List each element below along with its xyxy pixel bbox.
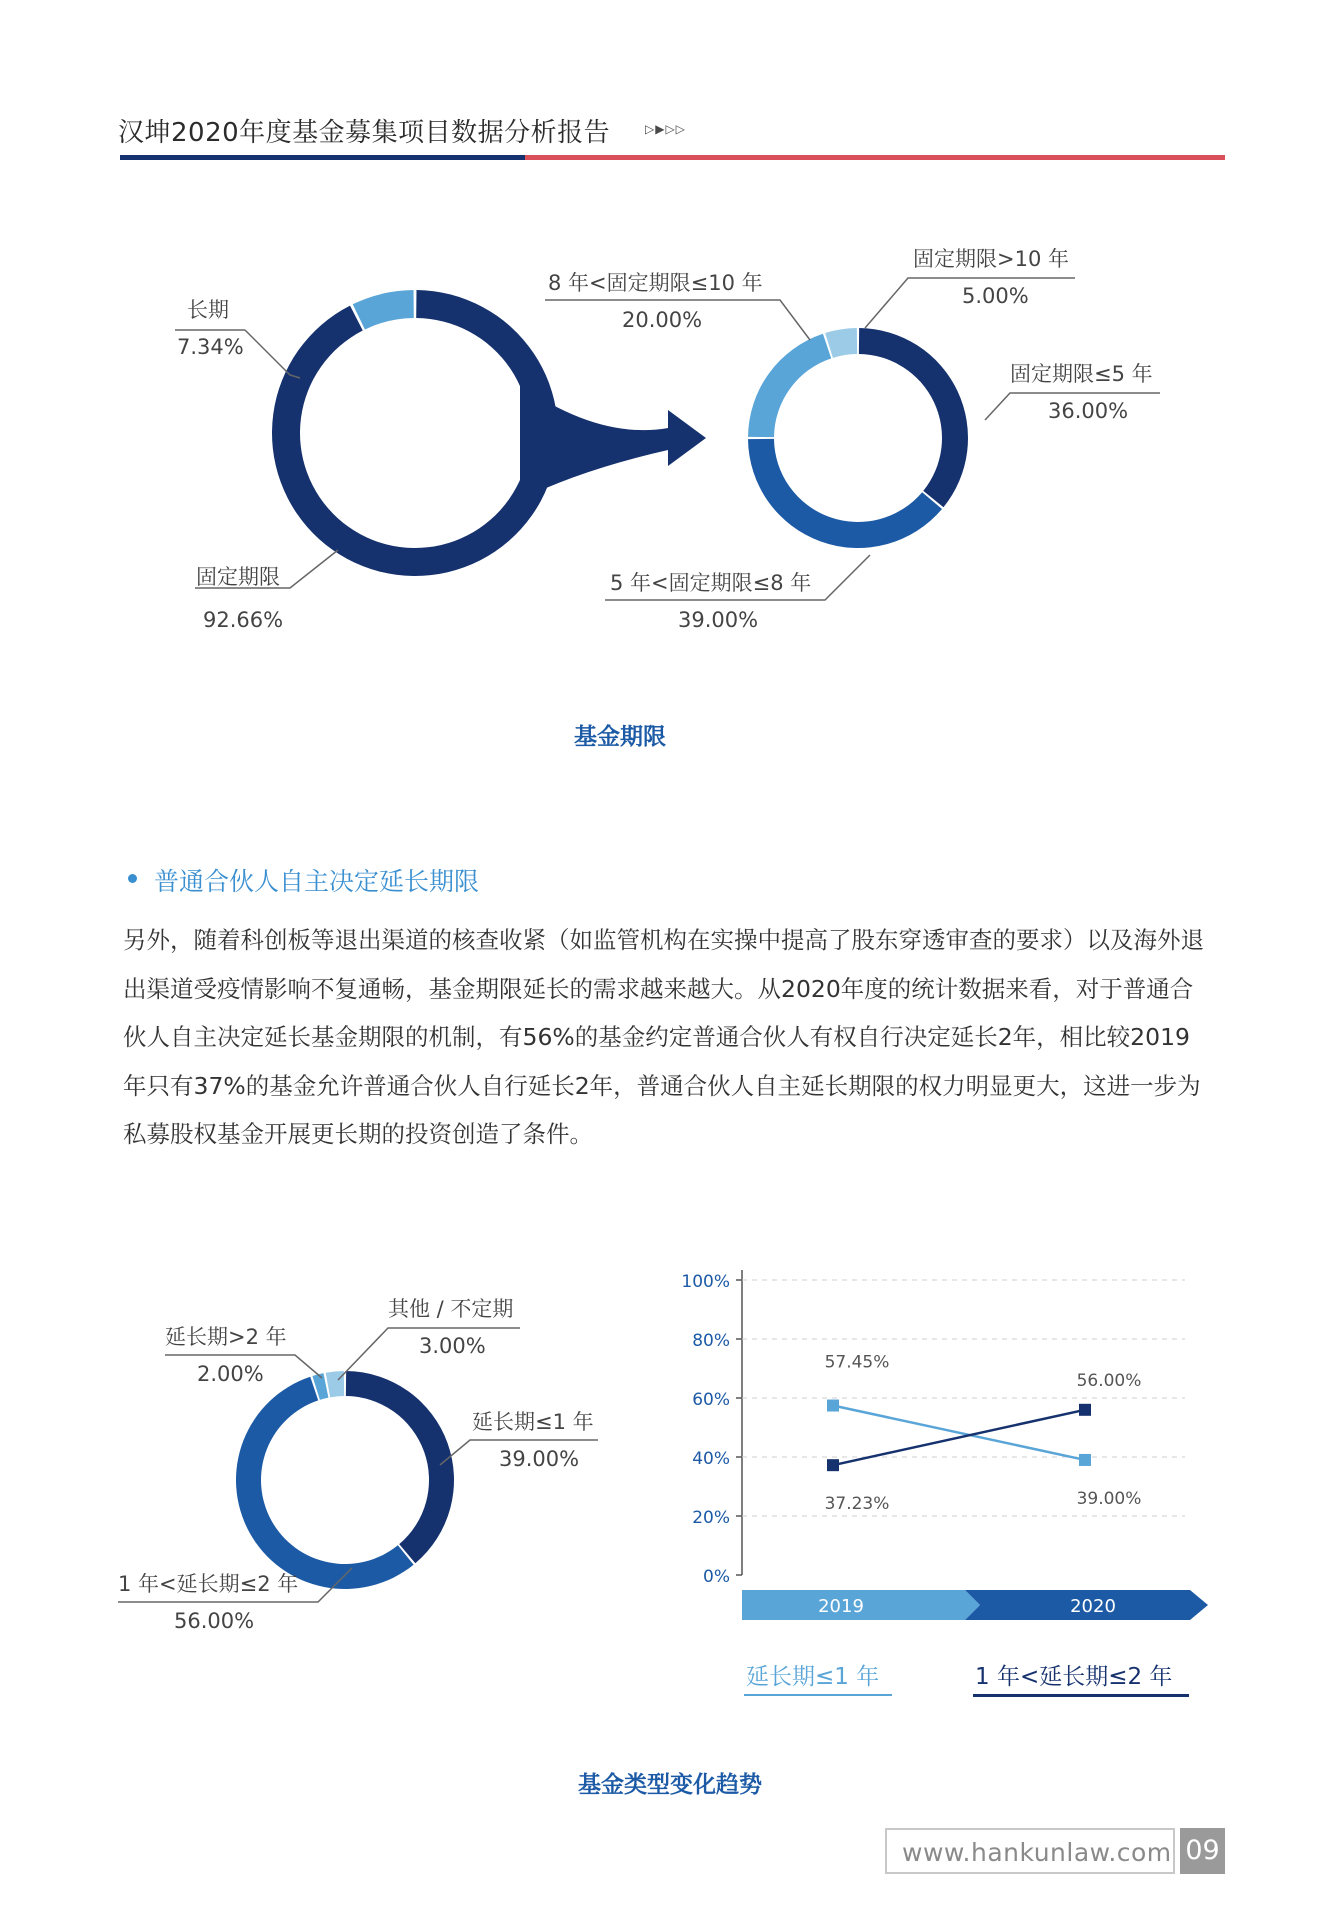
data-label: 39.00% [1076, 1488, 1142, 1509]
legend-series-1-2: 1 年<延长期≤2 年 [975, 1664, 1173, 1690]
data-point [827, 1400, 839, 1412]
data-point [1079, 1454, 1091, 1466]
y-tick-label: 60% [692, 1390, 730, 1410]
legend-series-le1: 延长期≤1 年 [746, 1664, 880, 1690]
donut-slice-2 [353, 290, 414, 329]
value-other: 3.00% [419, 1334, 486, 1358]
donut-slice-1 [272, 290, 558, 576]
legend-underline-1-2 [973, 1694, 1189, 1697]
donut-slice-4 [326, 1371, 344, 1397]
label-1-2: 1 年<延长期≤2 年 [118, 1572, 299, 1596]
value-5-8: 39.00% [678, 608, 759, 632]
value-le1: 39.00% [499, 1447, 580, 1471]
caption-fund-type-trend: 基金类型变化趋势 [578, 1772, 762, 1798]
footer-url[interactable]: www.hankunlaw.com [902, 1838, 1172, 1867]
label-long-term: 长期 [187, 298, 229, 322]
label-other: 其他 / 不定期 [388, 1297, 514, 1321]
donut-slice-1 [346, 1371, 454, 1563]
extension-period-donut [236, 1371, 454, 1589]
y-tick-label: 40% [692, 1449, 730, 1469]
donut-slice-2 [748, 439, 942, 548]
donut-slice-3 [748, 334, 831, 437]
value-gt10: 5.00% [962, 284, 1029, 308]
value-long-term: 7.34% [177, 335, 244, 359]
trend-line-chart [681, 1270, 1208, 1620]
value-8-10: 20.00% [622, 308, 703, 332]
value-le5: 36.00% [1048, 399, 1129, 423]
y-tick-label: 0% [703, 1567, 730, 1587]
donut-slice-1 [859, 328, 968, 507]
page-number: 09 [1180, 1828, 1225, 1874]
label-le5: 固定期限≤5 年 [1010, 362, 1153, 386]
x-tick-label: 2020 [1070, 1596, 1116, 1617]
y-tick-label: 80% [692, 1331, 730, 1351]
label-5-8: 5 年<固定期限≤8 年 [610, 571, 812, 595]
value-fixed-term: 92.66% [203, 608, 284, 632]
series-line-2 [833, 1410, 1085, 1465]
data-label: 37.23% [824, 1494, 890, 1515]
section-heading: 普通合伙人自主决定延长期限 [154, 867, 480, 896]
value-gt2: 2.00% [197, 1362, 264, 1386]
label-gt2: 延长期>2 年 [165, 1325, 287, 1349]
data-label: 56.00% [1076, 1370, 1142, 1391]
donut-slice-4 [825, 328, 857, 358]
fund-term-charts [0, 0, 1338, 800]
label-fixed-term: 固定期限 [196, 565, 280, 589]
donut-slice-2 [236, 1377, 414, 1589]
report-title: 汉坤2020年度基金募集项目数据分析报告 [118, 118, 611, 148]
data-point [827, 1459, 839, 1471]
y-tick-label: 100% [681, 1272, 730, 1292]
label-8-10: 8 年<固定期限≤10 年 [548, 271, 763, 295]
legend-underline-le1 [744, 1694, 892, 1696]
section-paragraph: 另外，随着科创板等退出渠道的核查收紧（如监管机构在实操中提高了股东穿透审查的要求）以及海外退出渠道受疫情影响不复通畅，基金期限延长的需求越来越大。从2020年度的统计数据来看，对于普通合伙人自主决定延长基金期限的机制，有56%的基金约定普通合伙人有权自行决定延长2年，相比较2019年只有37%的基金允许普通合伙人自行延长2年，普通合伙人自主延长期限的权力明显更大，这进一步为私募股权基金开展更长期的投资创造了条件。 [123, 926, 1204, 1148]
data-label: 57.45% [824, 1352, 890, 1373]
fixed-term-breakdown-donut [748, 328, 968, 548]
y-tick-label: 20% [692, 1508, 730, 1528]
series-line-1 [833, 1406, 1085, 1460]
header-arrows-icon: ▷▶▷▷ [645, 122, 686, 136]
caption-fund-term: 基金期限 [574, 724, 666, 750]
bullet-dot-icon [128, 874, 137, 883]
value-1-2: 56.00% [174, 1609, 255, 1633]
data-point [1079, 1404, 1091, 1416]
fund-type-trend-charts [0, 1250, 1338, 1810]
label-gt10: 固定期限>10 年 [913, 247, 1069, 271]
label-le1: 延长期≤1 年 [472, 1410, 594, 1434]
fund-term-donut [272, 290, 558, 576]
x-tick-label: 2019 [818, 1596, 864, 1617]
